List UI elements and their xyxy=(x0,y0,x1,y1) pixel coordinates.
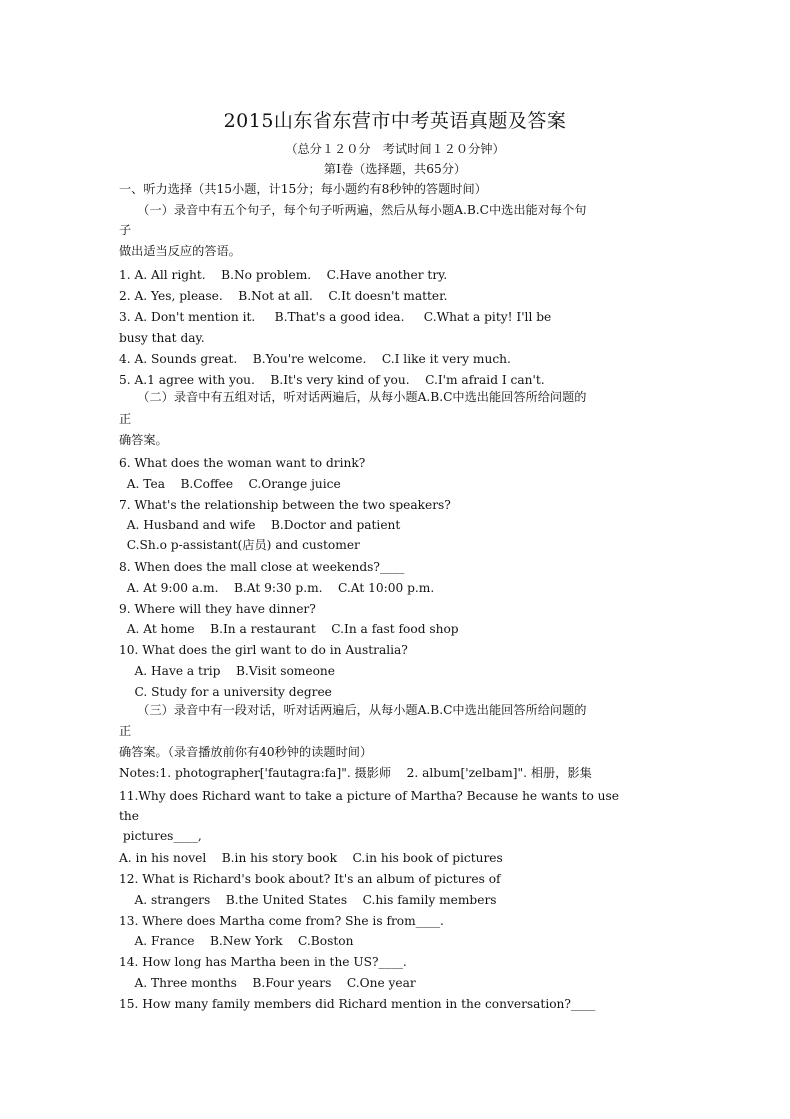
question-4: 4. A. Sounds great. B.You're welcome. C.I like it very much. xyxy=(119,352,511,366)
options-8: A. At 9:00 a.m. B.At 9:30 p.m. C.At 10:00 p.m. xyxy=(119,581,435,595)
options-12: A. strangers B.the United States C.his family members xyxy=(119,893,497,907)
text-line: 正 xyxy=(119,724,132,738)
question-3: 3. A. Don't mention it. B.That's a good idea. C.What a pity! I'll be xyxy=(119,310,552,324)
text-line: 正 xyxy=(119,412,132,426)
part-instruction: （二）录音中有五组对话，听对话两遍后，从每小题A.B.C中选出能回答所给问题的 xyxy=(119,390,587,404)
volume-heading: 第Ⅰ卷（选择题，共65分） xyxy=(323,162,467,176)
part-instruction: （一）录音中有五个句子，每个句子听两遍，然后从每小题A.B.C中选出能对每个句 xyxy=(119,203,587,217)
question-5: 5. A.1 agree with you. B.It's very kind of you. C.I'm afraid I can't. xyxy=(119,373,545,387)
question-8: 8. When does the mall close at weekends?____ xyxy=(119,560,405,574)
question-7: 7. What's the relationship between the two speakers? xyxy=(119,498,451,512)
text-line: pictures____, xyxy=(119,829,202,843)
question-12: 12. What is Richard's book about? It's an album of pictures of xyxy=(119,872,501,886)
text-line: the xyxy=(119,809,139,823)
question-6: 6. What does the woman want to drink? xyxy=(119,456,366,470)
part-instruction: （三）录音中有一段对话，听对话两遍后，从每小题A.B.C中选出能回答所给问题的 xyxy=(119,703,587,717)
text-line: 确答案。（录音播放前你有40秒钟的读题时间） xyxy=(119,745,373,759)
text-line: 子 xyxy=(119,223,132,237)
options-7: C.Sh.o p-assistant(店员) and customer xyxy=(119,538,360,552)
options-10: A. Have a trip B.Visit someone xyxy=(119,664,335,678)
options-7: A. Husband and wife B.Doctor and patient xyxy=(119,518,401,532)
options-14: A. Three months B.Four years C.One year xyxy=(119,976,416,990)
notes: Notes:1. photographer['fautagra:fa]". 摄影师 2. album['zelbam]". 相册，影集 xyxy=(119,766,592,780)
page-title: 2015山东省东营市中考英语真题及答案 xyxy=(223,110,567,132)
question-15: 15. How many family members did Richard mention in the conversation?____ xyxy=(119,997,596,1011)
text-line: 确答案。 xyxy=(119,433,168,447)
question-11: 11.Why does Richard want to take a picture of Martha? Because he wants to use xyxy=(119,789,620,803)
question-1: 1. A. All right. B.No problem. C.Have another try. xyxy=(119,268,448,282)
question-13: 13. Where does Martha come from? She is from____. xyxy=(119,914,444,928)
question-14: 14. How long has Martha been in the US?____. xyxy=(119,955,407,969)
options-9: A. At home B.In a restaurant C.In a fast food shop xyxy=(119,622,459,636)
options-10: C. Study for a university degree xyxy=(119,685,332,699)
options-13: A. France B.New York C.Boston xyxy=(119,934,354,948)
exam-info: （总分１２０分 考试时间１２０分钟） xyxy=(285,142,505,156)
options-11: A. in his novel B.in his story book C.in his book of pictures xyxy=(119,851,503,865)
question-9: 9. Where will they have dinner? xyxy=(119,602,316,616)
options-6: A. Tea B.Coffee C.Orange juice xyxy=(119,477,341,491)
question-2: 2. A. Yes, please. B.Not at all. C.It doesn't matter. xyxy=(119,289,448,303)
text-line: busy that day. xyxy=(119,331,205,345)
question-10: 10. What does the girl want to do in Australia? xyxy=(119,643,408,657)
text-line: 做出适当反应的答语。 xyxy=(119,244,241,258)
section-heading: 一、听力选择（共15小题，计15分；每小题约有8秒钟的答题时间） xyxy=(119,182,487,196)
